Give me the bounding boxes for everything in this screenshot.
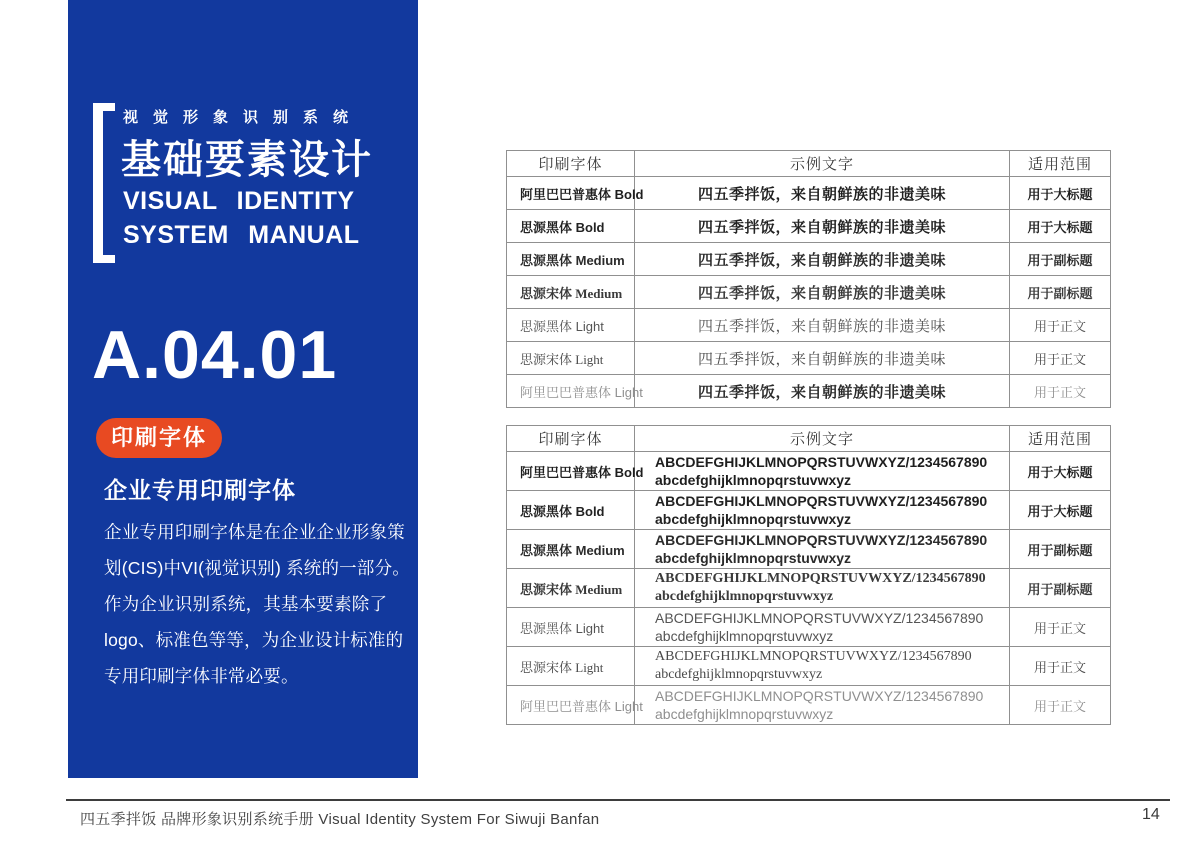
table-row — [507, 309, 1111, 342]
font-name-cell: 阿里巴巴普惠体 Light — [507, 686, 635, 725]
sidebar-panel — [68, 0, 418, 778]
sample-text-cell: 四五季拌饭，来自朝鲜族的非遗美味 — [635, 276, 1010, 309]
sample-text-cell: 四五季拌饭，来自朝鲜族的非遗美味 — [635, 342, 1010, 375]
header-font-name: 印刷字体 — [507, 151, 635, 177]
header-sample-text: 示例文字 — [635, 426, 1010, 452]
table-row — [507, 530, 1111, 569]
section-code: A.04.01 — [92, 317, 338, 393]
table-row — [507, 276, 1111, 309]
font-name-cell: 思源宋体 Light — [507, 647, 635, 686]
footer-title: 四五季拌饭 品牌形象识别系统手册 Visual Identity System For Siwuji Banfan — [80, 811, 600, 828]
font-name-cell: 思源黑体 Medium — [507, 530, 635, 569]
table-row — [507, 686, 1111, 725]
sidebar-title-en — [123, 184, 360, 252]
scope-cell: 用于副标题 — [1010, 569, 1111, 608]
table-row — [507, 491, 1111, 530]
scope-cell: 用于大标题 — [1010, 210, 1111, 243]
scope-cell: 用于副标题 — [1010, 243, 1111, 276]
sidebar-title-cn: 基础要素设计 — [121, 138, 373, 182]
font-name-cell: 思源黑体 Bold — [507, 210, 635, 243]
typeface-sample-table-latin — [506, 425, 1111, 725]
sidebar-tagline: 视觉形象识别系统 — [123, 109, 364, 126]
font-name-cell: 阿里巴巴普惠体 Light — [507, 375, 635, 408]
sample-text-cell: 四五季拌饭，来自朝鲜族的非遗美味 — [635, 177, 1010, 210]
sample-text-cell: ABCDEFGHIJKLMNOPQRSTUVWXYZ/1234567890 abcdefghijklmnopqrstuvwxyz — [635, 530, 1010, 569]
scope-cell: 用于正文 — [1010, 309, 1111, 342]
font-name-cell: 阿里巴巴普惠体 Bold — [507, 177, 635, 210]
header-scope: 适用范围 — [1010, 151, 1111, 177]
section-description: 企业专用印刷字体是在企业企业形象策划(CIS)中VI(视觉识别) 系统的一部分。作为企业识别系统，其基本要素除了logo、标准色等等，为企业设计标准的专用印刷字体非常必要。 — [104, 522, 410, 686]
font-name-cell: 思源黑体 Bold — [507, 491, 635, 530]
scope-cell: 用于副标题 — [1010, 276, 1111, 309]
scope-cell: 用于大标题 — [1010, 491, 1111, 530]
scope-cell: 用于大标题 — [1010, 177, 1111, 210]
table-row — [507, 342, 1111, 375]
font-name-cell: 思源宋体 Medium — [507, 569, 635, 608]
sample-text-cell: ABCDEFGHIJKLMNOPQRSTUVWXYZ/1234567890 abcdefghijklmnopqrstuvwxyz — [635, 686, 1010, 725]
sample-text-cell: 四五季拌饭，来自朝鲜族的非遗美味 — [635, 210, 1010, 243]
table-row — [507, 647, 1111, 686]
scope-cell: 用于正文 — [1010, 342, 1111, 375]
sample-text-cell: ABCDEFGHIJKLMNOPQRSTUVWXYZ/1234567890 abcdefghijklmnopqrstuvwxyz — [635, 491, 1010, 530]
sample-text-cell: 四五季拌饭，来自朝鲜族的非遗美味 — [635, 375, 1010, 408]
font-name-cell: 思源宋体 Light — [507, 342, 635, 375]
font-name-cell: 思源黑体 Medium — [507, 243, 635, 276]
table-header-row — [507, 151, 1111, 177]
bracket-decoration-icon — [93, 103, 115, 263]
sample-text-cell: 四五季拌饭，来自朝鲜族的非遗美味 — [635, 309, 1010, 342]
header-scope: 适用范围 — [1010, 426, 1111, 452]
table-row — [507, 569, 1111, 608]
section-badge: 印刷字体 — [96, 418, 222, 458]
table-row — [507, 210, 1111, 243]
page-number: 14 — [1142, 806, 1160, 823]
font-name-cell: 思源黑体 Light — [507, 608, 635, 647]
sample-text-cell: ABCDEFGHIJKLMNOPQRSTUVWXYZ/1234567890 abcdefghijklmnopqrstuvwxyz — [635, 569, 1010, 608]
sidebar-title-en-line2: SYSTEM MANUAL — [123, 221, 360, 249]
font-name-cell: 思源黑体 Light — [507, 309, 635, 342]
scope-cell: 用于大标题 — [1010, 452, 1111, 491]
typeface-sample-table-cn — [506, 150, 1111, 408]
table-header-row — [507, 426, 1111, 452]
scope-cell: 用于正文 — [1010, 608, 1111, 647]
section-subtitle: 企业专用印刷字体 — [104, 477, 296, 503]
table-row — [507, 375, 1111, 408]
footer-divider — [66, 799, 1170, 801]
sample-text-cell: ABCDEFGHIJKLMNOPQRSTUVWXYZ/1234567890 abcdefghijklmnopqrstuvwxyz — [635, 608, 1010, 647]
table-row — [507, 608, 1111, 647]
table-row — [507, 452, 1111, 491]
scope-cell: 用于正文 — [1010, 647, 1111, 686]
header-font-name: 印刷字体 — [507, 426, 635, 452]
font-name-cell: 阿里巴巴普惠体 Bold — [507, 452, 635, 491]
table-row — [507, 177, 1111, 210]
sample-text-cell: 四五季拌饭，来自朝鲜族的非遗美味 — [635, 243, 1010, 276]
sample-text-cell: ABCDEFGHIJKLMNOPQRSTUVWXYZ/1234567890 abcdefghijklmnopqrstuvwxyz — [635, 647, 1010, 686]
scope-cell: 用于副标题 — [1010, 530, 1111, 569]
sample-text-cell: ABCDEFGHIJKLMNOPQRSTUVWXYZ/1234567890 abcdefghijklmnopqrstuvwxyz — [635, 452, 1010, 491]
sidebar-title-en-line1: VISUAL IDENTITY — [123, 187, 355, 215]
header-sample-text: 示例文字 — [635, 151, 1010, 177]
table-row — [507, 243, 1111, 276]
scope-cell: 用于正文 — [1010, 375, 1111, 408]
font-name-cell: 思源宋体 Medium — [507, 276, 635, 309]
scope-cell: 用于正文 — [1010, 686, 1111, 725]
